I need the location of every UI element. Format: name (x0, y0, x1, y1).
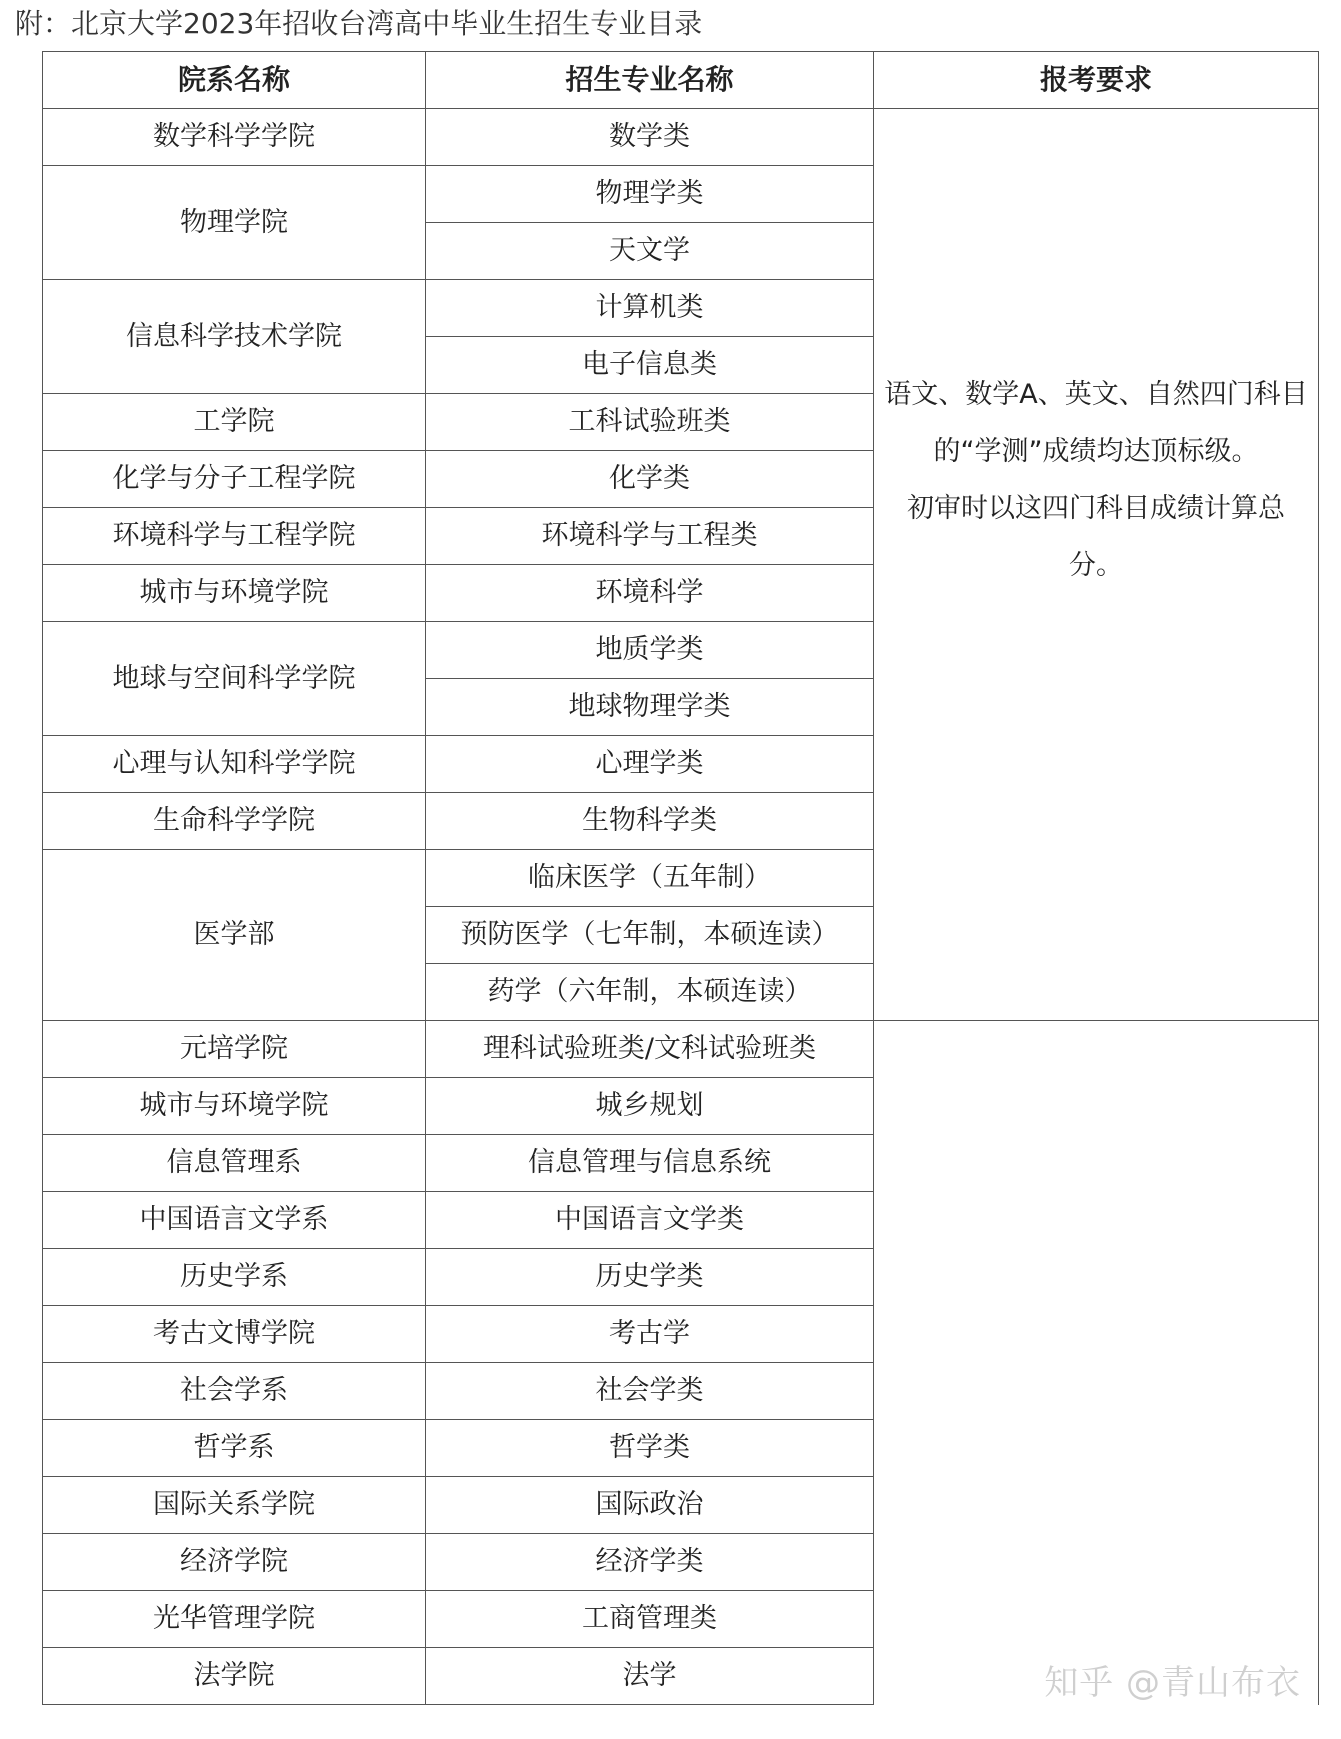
major-cell: 中国语言文学类 (426, 1192, 874, 1249)
major-cell: 工商管理类 (426, 1591, 874, 1648)
requirement-cell-humanities (874, 1021, 1319, 1705)
department-cell: 生命科学学院 (43, 793, 426, 850)
major-cell: 城乡规划 (426, 1078, 874, 1135)
major-cell: 天文学 (426, 223, 874, 280)
department-cell: 信息管理系 (43, 1135, 426, 1192)
major-cell: 生物科学类 (426, 793, 874, 850)
header-department: 院系名称 (43, 52, 426, 109)
department-cell: 信息科学技术学院 (43, 280, 426, 394)
major-cell: 工科试验班类 (426, 394, 874, 451)
major-cell: 临床医学（五年制） (426, 850, 874, 907)
major-cell: 地球物理学类 (426, 679, 874, 736)
department-cell: 城市与环境学院 (43, 1078, 426, 1135)
majors-table (42, 51, 1319, 1705)
major-cell: 社会学类 (426, 1363, 874, 1420)
major-cell: 数学类 (426, 109, 874, 166)
header-major: 招生专业名称 (426, 52, 874, 109)
table-header-row (43, 52, 1319, 109)
requirement-line: 语文、数学A、英文、自然四门科目 (884, 378, 1308, 410)
department-cell: 医学部 (43, 850, 426, 1021)
department-cell: 社会学系 (43, 1363, 426, 1420)
major-cell: 地质学类 (426, 622, 874, 679)
major-cell: 信息管理与信息系统 (426, 1135, 874, 1192)
major-cell: 环境科学与工程类 (426, 508, 874, 565)
major-cell: 法学 (426, 1648, 874, 1705)
department-cell: 城市与环境学院 (43, 565, 426, 622)
major-cell: 历史学类 (426, 1249, 874, 1306)
requirement-line: 的“学测”成绩均达顶标级。 (933, 435, 1259, 467)
watermark: 知乎 @青山布衣 (1044, 1663, 1301, 1703)
department-cell: 光华管理学院 (43, 1591, 426, 1648)
department-cell: 元培学院 (43, 1021, 426, 1078)
department-cell: 中国语言文学系 (43, 1192, 426, 1249)
major-cell: 经济学类 (426, 1534, 874, 1591)
requirement-line: 初审时以这四门科目成绩计算总 (907, 492, 1285, 524)
major-cell: 计算机类 (426, 280, 874, 337)
header-requirement: 报考要求 (874, 52, 1319, 109)
requirement-cell-science (874, 109, 1319, 1021)
department-cell: 工学院 (43, 394, 426, 451)
table-row (43, 1021, 1319, 1078)
major-cell: 考古学 (426, 1306, 874, 1363)
major-cell: 国际政治 (426, 1477, 874, 1534)
department-cell: 历史学系 (43, 1249, 426, 1306)
department-cell: 物理学院 (43, 166, 426, 280)
major-cell: 电子信息类 (426, 337, 874, 394)
department-cell: 哲学系 (43, 1420, 426, 1477)
major-cell: 物理学类 (426, 166, 874, 223)
major-cell: 哲学类 (426, 1420, 874, 1477)
department-cell: 法学院 (43, 1648, 426, 1705)
department-cell: 数学科学学院 (43, 109, 426, 166)
requirement-line: 分。 (1069, 549, 1123, 581)
major-cell: 理科试验班类/文科试验班类 (426, 1021, 874, 1078)
page-caption: 附：北京大学2023年招收台湾高中毕业生招生专业目录 (15, 7, 703, 40)
department-cell: 化学与分子工程学院 (43, 451, 426, 508)
department-cell: 经济学院 (43, 1534, 426, 1591)
department-cell: 地球与空间科学学院 (43, 622, 426, 736)
department-cell: 心理与认知科学学院 (43, 736, 426, 793)
department-cell: 国际关系学院 (43, 1477, 426, 1534)
department-cell: 考古文博学院 (43, 1306, 426, 1363)
department-cell: 环境科学与工程学院 (43, 508, 426, 565)
major-cell: 预防医学（七年制，本硕连读） (426, 907, 874, 964)
major-cell: 药学（六年制，本硕连读） (426, 964, 874, 1021)
major-cell: 心理学类 (426, 736, 874, 793)
major-cell: 化学类 (426, 451, 874, 508)
major-cell: 环境科学 (426, 565, 874, 622)
table-row (43, 109, 1319, 166)
